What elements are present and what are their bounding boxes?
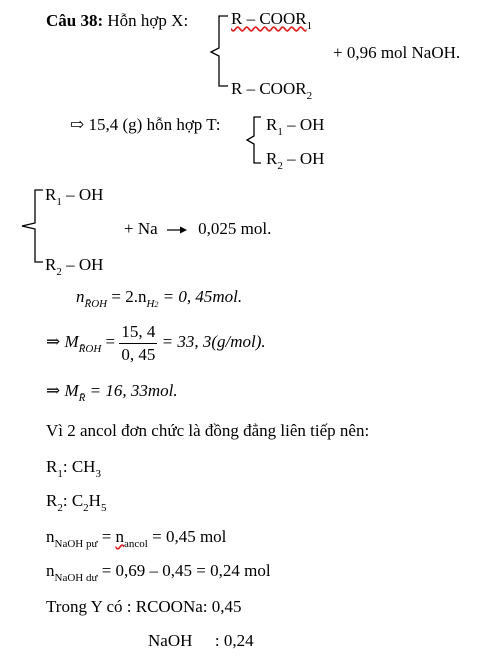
eq1-n-sub: R̄OH xyxy=(84,298,108,310)
brace-mixture-t xyxy=(243,114,265,166)
r1-ch-sub: 3 xyxy=(95,468,101,480)
t1-r: R xyxy=(266,115,278,134)
b1-r: R xyxy=(45,185,57,204)
r1-ch: : CH xyxy=(62,457,96,476)
y-contents: Trong Y có : RCOONa: 0,45 xyxy=(46,597,242,616)
r2-r: R xyxy=(46,491,58,510)
eq2-numerator: 15, 4 xyxy=(119,322,157,344)
mixture-x-label: Hỗn hợp X: xyxy=(107,11,189,30)
eq1-mid: = 2.n xyxy=(111,287,147,306)
r1-sub: 1 xyxy=(57,468,63,480)
y-naoh xyxy=(148,632,254,649)
r1-definition xyxy=(46,457,101,480)
r2-h-sub: 5 xyxy=(100,502,107,514)
brace-mixture-x xyxy=(206,12,232,90)
mixture-x-row-1 xyxy=(231,9,313,32)
npu-b-n: n xyxy=(115,527,125,546)
naoh-excess xyxy=(46,561,271,584)
eq3-m-sub: R̄ xyxy=(78,392,86,404)
b2-oh: – OH xyxy=(61,255,104,274)
mixture-t-row-2 xyxy=(266,149,325,172)
ndu-val: = 0,69 – 0,45 = 0,24 mol xyxy=(97,561,271,580)
eq2-fraction xyxy=(119,322,157,364)
mixture-t-row-1 xyxy=(266,115,325,138)
homolog-statement: Vì 2 ancol đơn chức là đồng đẳng liên tiếp nên: xyxy=(46,421,370,440)
eq2-rhs: = 33, 3(g/mol). xyxy=(161,331,266,351)
mixture-x-row-2 xyxy=(231,79,313,102)
b2-sub: 2 xyxy=(56,266,62,278)
r2-c-sub: 2 xyxy=(83,502,89,514)
ester-2-text: R – COOR xyxy=(231,79,307,98)
na-reaction xyxy=(124,220,271,237)
ndu-n: n xyxy=(46,561,55,580)
npu-n: n xyxy=(46,527,55,546)
npu-eq: = xyxy=(97,527,116,546)
alcohol-row-2 xyxy=(45,255,104,278)
equation-n-roh xyxy=(76,287,243,310)
r2-c: : C xyxy=(62,491,84,510)
h2-moles: 0,025 mol. xyxy=(198,219,272,238)
implies-mixture-t: ⇨ 15,4 (g) hỗn hợp T: xyxy=(70,115,221,134)
y-naoh-label: NaOH xyxy=(148,631,193,650)
b1-sub: 1 xyxy=(56,196,62,208)
eq3-m: M xyxy=(64,381,79,400)
equation-m-roh xyxy=(46,322,266,364)
r2-definition xyxy=(46,491,107,514)
b2-r: R xyxy=(45,255,57,274)
ester-1-text: R – COOR xyxy=(231,9,307,28)
eq1-h2-sub xyxy=(146,298,158,310)
npu-b-sub: ancol xyxy=(124,538,148,550)
b1-oh: – OH xyxy=(61,185,104,204)
naoh-reacted xyxy=(46,527,227,550)
r1-r: R xyxy=(46,457,58,476)
ndu-sub: NaOH dư xyxy=(54,572,98,584)
npu-sub: NaOH pư xyxy=(54,538,98,550)
eq2-m: M xyxy=(64,331,79,351)
eq2-m-sub: R̄OH xyxy=(78,342,102,355)
question-header xyxy=(46,12,188,29)
npu-ancol xyxy=(115,527,148,550)
brace-alcohols xyxy=(16,186,46,266)
t2-oh: – OH xyxy=(282,149,325,168)
naoh-addition: + 0,96 mol NaOH. xyxy=(333,43,461,62)
ester-2-sub: 2 xyxy=(306,90,313,102)
t1-oh: – OH xyxy=(282,115,325,134)
ester-1-sub: 1 xyxy=(306,20,313,32)
implies-arrow-icon: ⇒ xyxy=(46,331,61,351)
implies-arrow-icon-2: ⇒ xyxy=(46,381,61,400)
npu-val: = 0,45 mol xyxy=(147,527,227,546)
y-naoh-value: : 0,24 xyxy=(214,631,254,650)
na-plus: + Na xyxy=(124,219,158,238)
eq1-h-2: 2 xyxy=(154,300,159,309)
eq1-rhs: = 0, 45mol. xyxy=(162,287,243,306)
question-label: Câu 38: xyxy=(46,11,104,30)
eq2-denominator: 0, 45 xyxy=(121,344,156,364)
r2-sub: 2 xyxy=(57,502,63,514)
eq1-h: H xyxy=(146,298,155,310)
alcohol-row-1 xyxy=(45,185,104,208)
reaction-arrow-icon xyxy=(166,225,190,235)
equation-m-r xyxy=(46,381,178,404)
eq2-equals: = xyxy=(105,331,116,351)
r2-h: H xyxy=(88,491,101,510)
t2-r: R xyxy=(266,149,278,168)
eq3-rhs: = 16, 33mol. xyxy=(89,381,178,400)
t2-sub: 2 xyxy=(277,160,283,172)
t1-sub: 1 xyxy=(277,126,283,138)
eq1-n: n xyxy=(76,287,85,306)
